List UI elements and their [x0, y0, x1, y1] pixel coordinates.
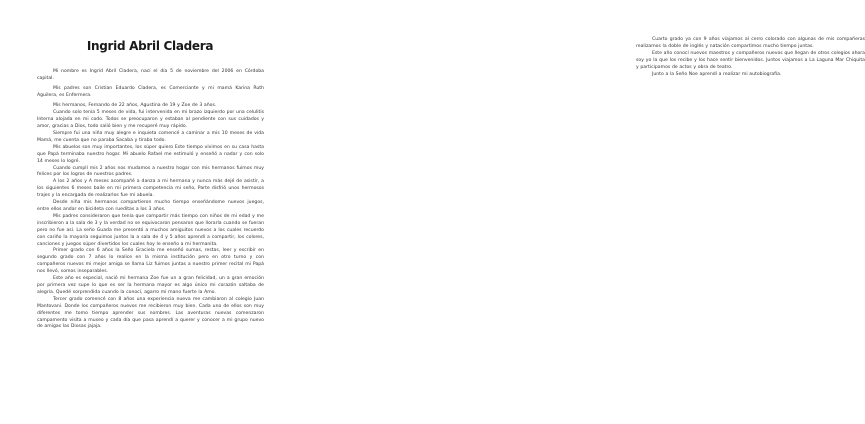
paragraph: Este año conocí nuevos maestros y compañeros nuevos que llegan de otros colegios ahora soy yo la que los recibe y los hace sentir bienvenidos. Juntos viajamos a La Laguna Mar Chiquita y participamos de actos y obra de teatro.: [636, 50, 865, 70]
right-page-body: [636, 37, 865, 78]
paragraph: Primer grado con 6 años la Seño Graciela me enseñó sumas, restas, leer y escribir en segundo grado con 7 años lo realice en la misma institución pero en otro turno y con compañeros nuevos mi mejor amiga se llama Liz fuimos juntas a nuestro primer recital mi Papá nos llevó, somos inseparables.: [37, 248, 264, 275]
paragraph: Cuarto grado ya con 9 años viajamos al cerro colorado con algunas de mis compañeras realizamos la doble de inglés y natación compartimos mucho tiempo juntas.: [636, 37, 865, 49]
paragraph: A los 2 años y A meses acompañé a danza a mi hermana y nunca más dejé de asistir, a los siguientes 6 meses baile en mi primera competencia mi seño, Parte disfrió unos hermosos trajes y la encargada de realizarlos fue mi abuela.: [37, 179, 264, 199]
left-page: [0, 0, 300, 424]
paragraph: Mis hermanos, Fernando de 22 años, Agustina de 19 y Zoe de 3 años.: [53, 103, 217, 109]
paragraph: Mis abuelos son muy importantes, los súper quiero Este tiempo vivimos en su casa hasta que Papá terminaba nuestro hogar. Mi abuelo Rafael me estimuló y enseñó a nadar y con solo 14 meses lo logré.: [37, 144, 264, 164]
paragraph: Siempre fui una niña muy alegre e inquieta comencé a caminar a mis 10 meses de vida Mamá, me cuenta que no paraba Sacaba y tiraba todo.: [37, 131, 264, 143]
paragraph: Cuando solo tenía 5 meses de vida, fui intervenida en mi brazo izquierdo por una celulitis Interna alojada en mi codo. Todos se preocuparon y estaban al pendiente con sus cuidados y amor, gracias a Dios, todo salió bien y me recuperé muy rápido.: [37, 110, 264, 130]
paragraph: Mis padres consideraron que tenía que compartir más tiempo con niños de mi edad y me inscribieron a la sala de 3 y la verdad no se equivocaron pensaron que llorarla cuando se fueran pero no fue así. La seño Guada me presentó a muchos amiguitos nuevos a los cuales recuerdo con cariño la mayoría seguimos juntos la a sala de 4 y 5 años aprendí a compartir, los colores, canciones y juegos súper divertidos los cuales hoy le enseño a mi hermanita.: [37, 213, 264, 247]
paragraph: Junto a la Seño Noe aprendí a realizar mi autobiografía.: [652, 71, 782, 77]
paragraph: Mis padres son Cristian Eduardo Cladera, es Comerciante y mi mamá Karina Ruth Aguilera, es Enfermera.: [37, 86, 264, 99]
document-title: Ingrid Abril Cladera: [86, 39, 214, 53]
right-page: [300, 0, 865, 424]
paragraph: Tercer grado comencé con 8 años una experiencia nueva me cambiaron al colegio Juan Mantovani. Donde los compañeros nuevos me recibieron muy bien. Cada uno de ellos son muy diferentes me tomo tiempo aprender sus nombres. Las aventuras nuevas comenzaron campamento visita a museo y cada día que pasa aprendí a querer y conocer a mi grupo nuevo de amigas las Diosas jajaja.: [37, 296, 264, 330]
paragraph: Mi nombre es Ingrid Abril Cladera, nací el día 5 de noviembre del 2006 en Córdoba capital.: [37, 69, 264, 81]
left-page-body: [37, 69, 264, 331]
paragraph: Desde niña mis hermanos compartieron mucho tiempo enseñándome nuevos juegos, entre ellos andar en bicideta con rueditas a los 3 años.: [37, 200, 264, 212]
paragraph: Este año es especial, nació mi hermana Zoe fue un a gran felicidad, un a gran emoción por primera vez supe lo que es ser la hermana mayor es algo único mi corazón saltaba de alegría. Quedé sorprendida cuando la conocí, agarro mi mano fuerte la Amo.: [37, 276, 264, 295]
paragraph: Cuando cumplí mis 2 años nos mudamos a nuestro hogar con mis hermanos fuimos muy felices por los logros de nuestros padres.: [37, 165, 264, 178]
